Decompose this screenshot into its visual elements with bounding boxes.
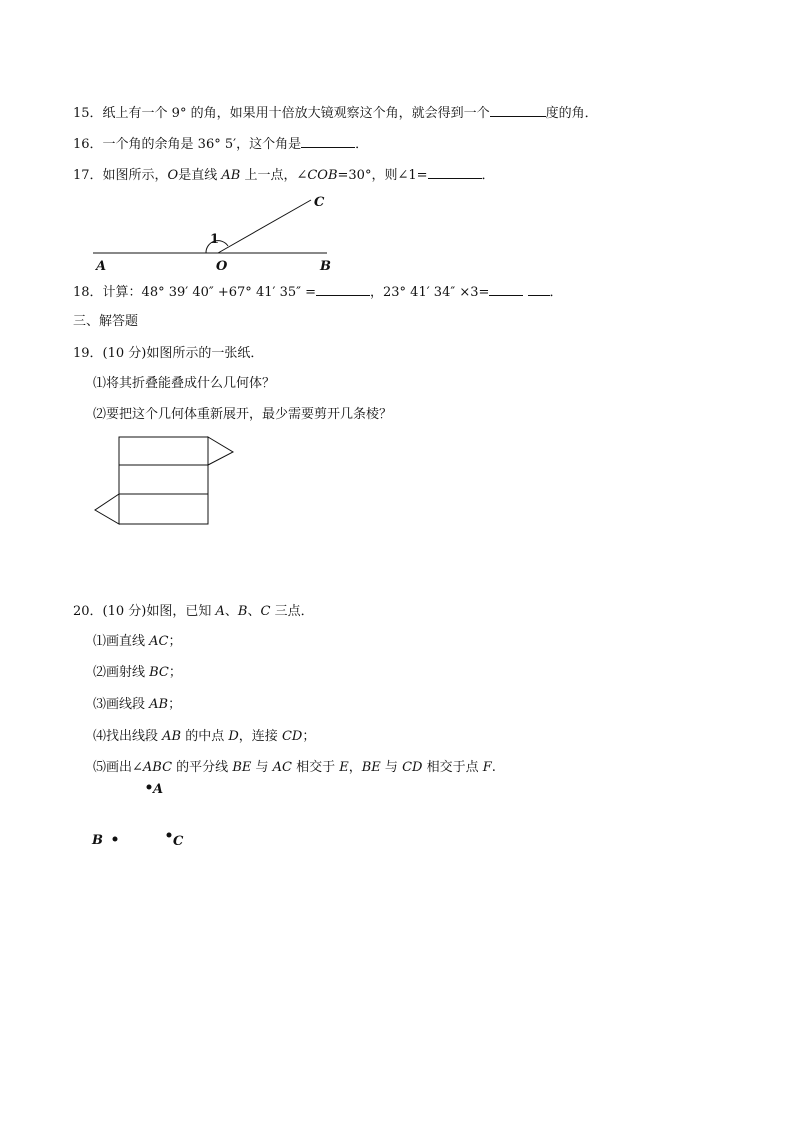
q20-p2-tail: ； (168, 665, 182, 680)
q20-p3-var: AB (149, 697, 169, 712)
q20-p3-text: ⑶画线段 (93, 697, 150, 712)
q20-p5-var-2: BE (232, 760, 252, 775)
q20-p3-tail: ； (168, 697, 182, 712)
q20-p2-text: ⑵画射线 (93, 665, 150, 680)
q20-p4-text-2: 的中点 (181, 729, 229, 744)
point-b (113, 837, 118, 842)
q19-title: 19．(10 分)如图所示的一张纸． (73, 346, 264, 361)
q20-p5-var-1: ABC (142, 760, 173, 775)
q20-p4-var-2: D (228, 729, 239, 744)
q16-tail: ． (355, 137, 369, 152)
point-a (147, 785, 152, 790)
q20-p5-text-4: 相交于 (291, 760, 340, 775)
q16-text: 16．一个角的余角是 36° 5′，这个角是 (73, 137, 302, 152)
q17-text-2: 是直线 (178, 168, 222, 183)
q20-p1-text: ⑴画直线 (93, 634, 150, 649)
q20-var-b: B (237, 604, 248, 619)
label-a: A (96, 259, 107, 274)
point-a-label: A (153, 782, 164, 797)
q20-p5-text-2: 的平分线 (172, 760, 233, 775)
section-heading: 三、解答题 (73, 314, 139, 329)
point-c-label: C (173, 834, 184, 849)
q17-var-cob: COB (307, 168, 338, 183)
q19-part-1: ⑴将其折叠能叠成什么几何体？ (93, 376, 276, 391)
q20-p4-text: ⑷找出线段 (93, 729, 163, 744)
q20-p5-tail: . (491, 760, 496, 775)
q18-text-2: ，23° 41′ 34″ ×3= (370, 285, 490, 300)
q20-p2-var: BC (149, 665, 169, 680)
q20-p5-text-3: 与 (251, 760, 273, 775)
label-b: B (320, 259, 331, 274)
label-angle-1: 1 (210, 232, 220, 247)
q17-var-o: O (167, 168, 179, 183)
q19-part-2: ⑵要把这个几何体重新展开，最少需要剪开几条棱？ (93, 407, 393, 422)
q18-tail: ． (549, 285, 563, 300)
q20-title-text: 20．(10 分)如图，已知 (73, 604, 216, 619)
q18-text: 18．计算：48° 39′ 40″ +67° 41′ 35″ = (73, 285, 316, 300)
label-o: O (216, 259, 228, 274)
q20-p4-text-3: ，连接 (238, 729, 282, 744)
q20-sep-1: 、 (224, 604, 238, 619)
q20-p5-var-6: CD (402, 760, 423, 775)
q20-var-c: C (260, 604, 271, 619)
q20-p5-var-7: F (482, 760, 492, 775)
q17-text-4: =30°，则∠1= (337, 168, 428, 183)
q20-p5-text-5: ， (348, 760, 362, 775)
q15-text: 15．纸上有一个 9° 的角，如果用十倍放大镜观察这个角，就会得到一个 (73, 106, 490, 121)
q17-text: 17．如图所示， (73, 168, 168, 183)
q17-var-ab: AB (221, 168, 241, 183)
point-b-label: B (92, 833, 103, 848)
q20-p5-text-7: 相交于点 (422, 760, 483, 775)
q20-p5-text: ⑸画出∠ (93, 760, 143, 775)
point-c (167, 833, 172, 838)
q20-p4-var-3: CD (281, 729, 303, 744)
q20-title-tail: 三点． (270, 604, 314, 619)
q20-p5-text-6: 与 (380, 760, 403, 775)
q20-p5-var-4: E (339, 760, 349, 775)
q17-text-3: 上一点，∠ (240, 168, 308, 183)
q20-p4-tail: ； (302, 729, 316, 744)
q20-p1-tail: ； (168, 634, 182, 649)
q20-p4-var-1: AB (162, 729, 182, 744)
label-c: C (314, 195, 325, 210)
q20-sep-2: 、 (247, 604, 261, 619)
q15-tail: 度的角． (545, 106, 598, 121)
q20-p5-var-5: BE (361, 760, 381, 775)
q20-p5-var-3: AC (272, 760, 292, 775)
q20-p1-var: AC (149, 634, 169, 649)
q20-var-a: A (215, 604, 225, 619)
q17-tail: ． (481, 168, 495, 183)
